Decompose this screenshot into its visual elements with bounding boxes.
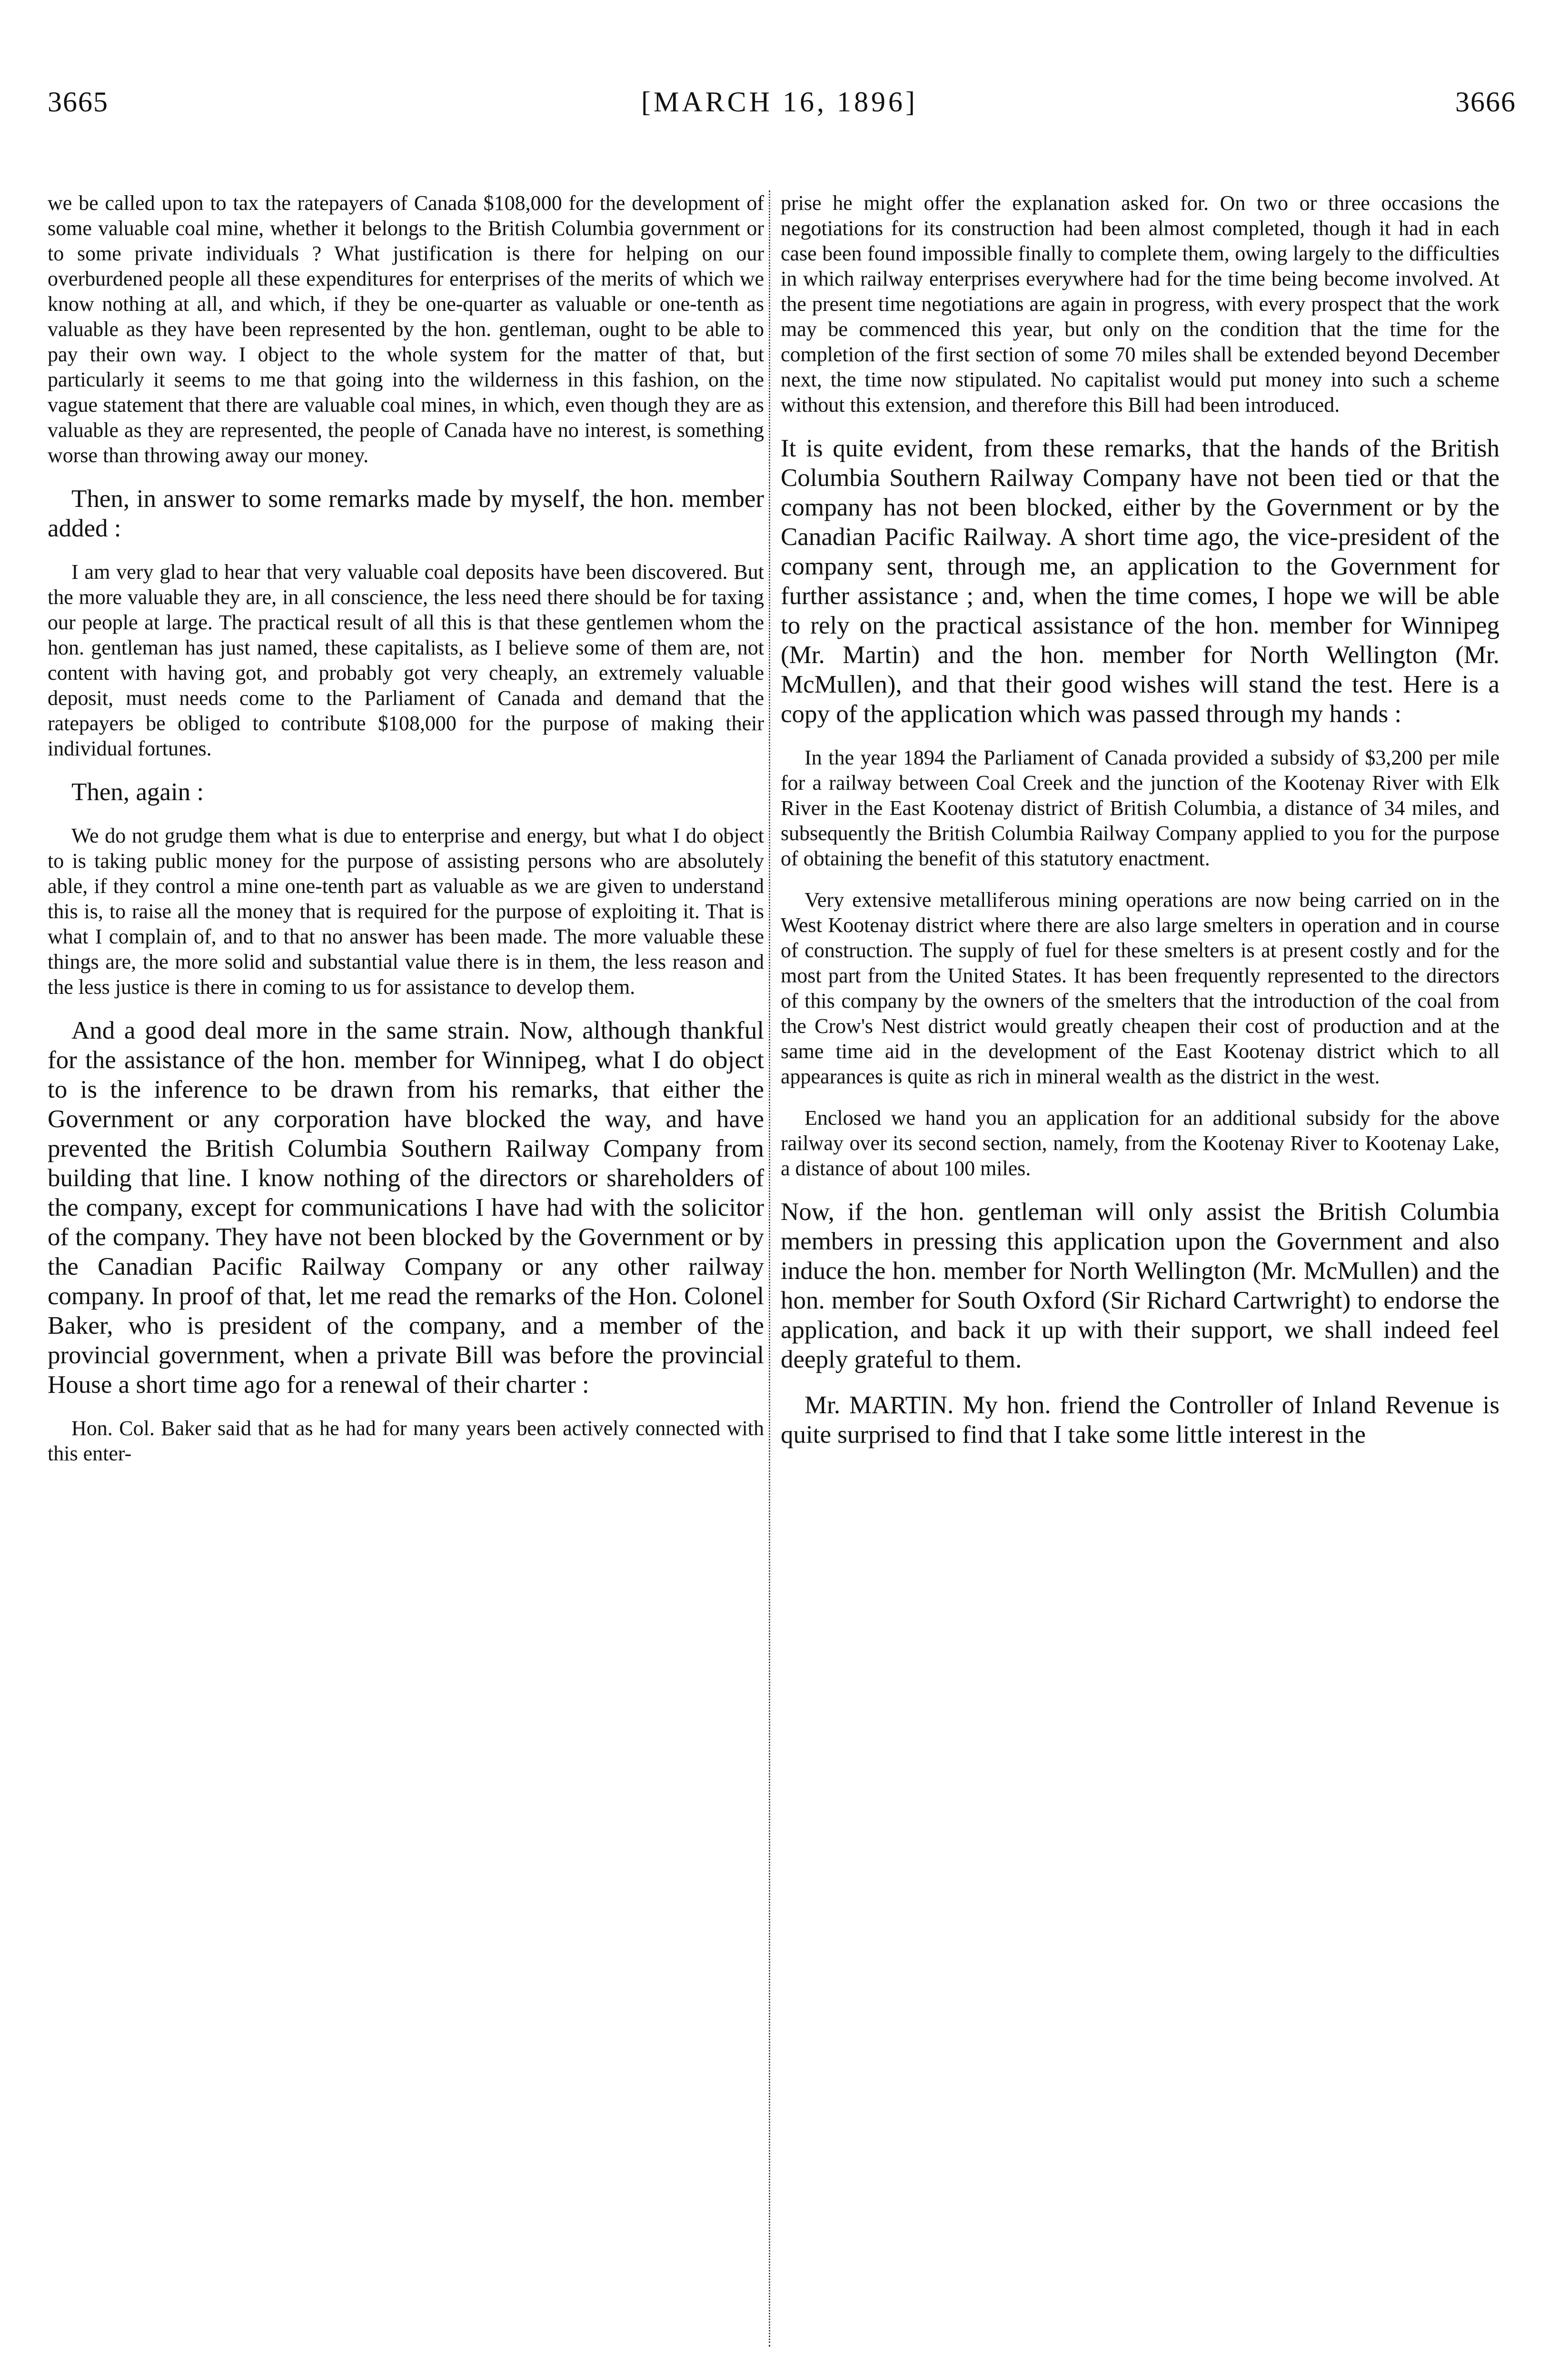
right-column: [781, 190, 1499, 1466]
right-page-number: 3666: [1455, 86, 1516, 118]
paragraph: Then, in answer to some remarks made by myself, the hon. member added :: [48, 485, 764, 542]
paragraph: Hon. Col. Baker said that as he had for many years been actively connected with this enter-: [48, 1417, 764, 1465]
paragraph: Very extensive metalliferous mining operations are now being carried on in the West Kootenay district where there are also large smelters in operation and in course of construction. The supply of fuel for these smelters is at present costly and for the most part from the United States. It has been frequently represented to the directors of this company by the owners of the smelters that the introduction of the coal from the Crow's Nest district would greatly cheapen their cost of production and at the same time aid in the development of the East Kootenay district which to all appearances is quite as rich in mineral wealth as the district in the west.: [781, 888, 1499, 1088]
page-date-heading: [MARCH 16, 1896]: [641, 86, 918, 118]
paragraph: Then, again :: [71, 778, 204, 806]
paragraph: Now, if the hon. gentleman will only assist the British Columbia members in pressing this application upon the Government and also induce the hon. member for North Wellington (Mr. McMullen) and the hon. member for South Oxford (Sir Richard Cartwright) to endorse the application, and back it up with their support, we shall indeed feel deeply grateful to them.: [781, 1198, 1499, 1373]
paragraph: It is quite evident, from these remarks, that the hands of the British Columbia Southern Railway Company have not been tied or that the company has not been blocked, either by the Government or by the Canadian Pacific Railway. A short time ago, the vice-president of the company sent, through me, an application to the Government for further assistance ; and, when the time comes, I hope we will be able to rely on the practical assistance of the hon. member for Winnipeg (Mr. Martin) and the hon. member for North Wellington (Mr. McMullen), and that their good wishes will stand the test. Here is a copy of the application which was passed through my hands :: [781, 435, 1499, 728]
paragraph: I am very glad to hear that very valuable coal deposits have been discovered. But the more valuable they are, in all conscience, the less need there should be for taxing our people at large. The practical result of all this is that these gentlemen whom the hon. gentleman has just named, these capitalists, as I believe some of them are, not content with having got, and probably got very cheaply, an extremely valuable deposit, must needs come to the Parliament of Canada and demand that the ratepayers be obliged to contribute $108,000 for the purpose of making their individual fortunes.: [48, 560, 764, 760]
paragraph: prise he might offer the explanation asked for. On two or three occasions the negotiations for its construction had been almost completed, though it had in each case been found impossible finally to complete them, owing largely to the difficulties in which railway enterprises everywhere had for the time being become involved. At the present time negotiations are again in progress, with every prospect that the work may be commenced this year, but only on the condition that the time for the completion of the first section of some 70 miles shall be extended beyond December next, the time now stipulated. No capitalist would put money into such a scheme without this extension, and therefore this Bill had been introduced.: [781, 191, 1499, 416]
page-header: [0, 86, 1559, 129]
column-divider: [769, 190, 770, 2347]
paragraph: We do not grudge them what is due to enterprise and energy, but what I do object to is taking public money for the purpose of assisting persons who are absolutely able, if they control a mine one-tenth part as valuable as we are given to understand this is, to raise all the money that is required for the purpose of exploiting it. That is what I complain of, and to that no answer has been made. The more valuable these things are, the more solid and substantial value there is in them, the less reason and the less justice is there in coming to us for assistance to develop them.: [48, 824, 764, 999]
paragraph: In the year 1894 the Parliament of Canada provided a subsidy of $3,200 per mile for a railway between Coal Creek and the junction of the Kootenay River with Elk River in the East Kootenay district of British Columbia, a distance of 34 miles, and subsequently the British Columbia Railway Company applied to you for the purpose of obtaining the benefit of this statutory enactment.: [781, 746, 1499, 870]
paragraph: Mr. MARTIN. My hon. friend the Controller of Inland Revenue is quite surprised to find that I take some little interest in the: [781, 1391, 1499, 1448]
left-page-number: 3665: [48, 86, 109, 118]
paragraph: And a good deal more in the same strain. Now, although thankful for the assistance of the hon. member for Winnipeg, what I do object to is the inference to be drawn from his remarks, that either the Government or any corporation have blocked the way, and have prevented the British Columbia Southern Railway Company from building that line. I know nothing of the directors or shareholders of the company, except for communications I have had with the solicitor of the company. They have not been blocked by the Government or by the Canadian Pacific Railway Company or any other railway company. In proof of that, let me read the remarks of the Hon. Colonel Baker, who is president of the company, and a member of the provincial government, when a private Bill was before the provincial House a short time ago for a renewal of their charter :: [48, 1017, 764, 1398]
paragraph: we be called upon to tax the ratepayers of Canada $108,000 for the development of some valuable coal mine, whether it belongs to the British Columbia government or to some private individuals ? What justification is there for helping on our overburdened people all these expenditures for enterprises of the merits of which we know nothing at all, and which, if they be one-quarter as valuable or one-tenth as valuable as they have been represented by the hon. gentleman, ought to be able to pay their own way. I object to the whole system for the matter of that, but particularly it seems to me that going into the wilderness in this fashion, on the vague statement that there are valuable coal mines, in which, even though they are as valuable as they are represented, the people of Canada have no interest, is something worse than throwing away our money.: [48, 191, 764, 467]
paragraph: Enclosed we hand you an application for an additional subsidy for the above railway over its second section, namely, from the Kootenay River to Kootenay Lake, a distance of about 100 miles.: [781, 1106, 1499, 1180]
left-column: [48, 190, 764, 1482]
